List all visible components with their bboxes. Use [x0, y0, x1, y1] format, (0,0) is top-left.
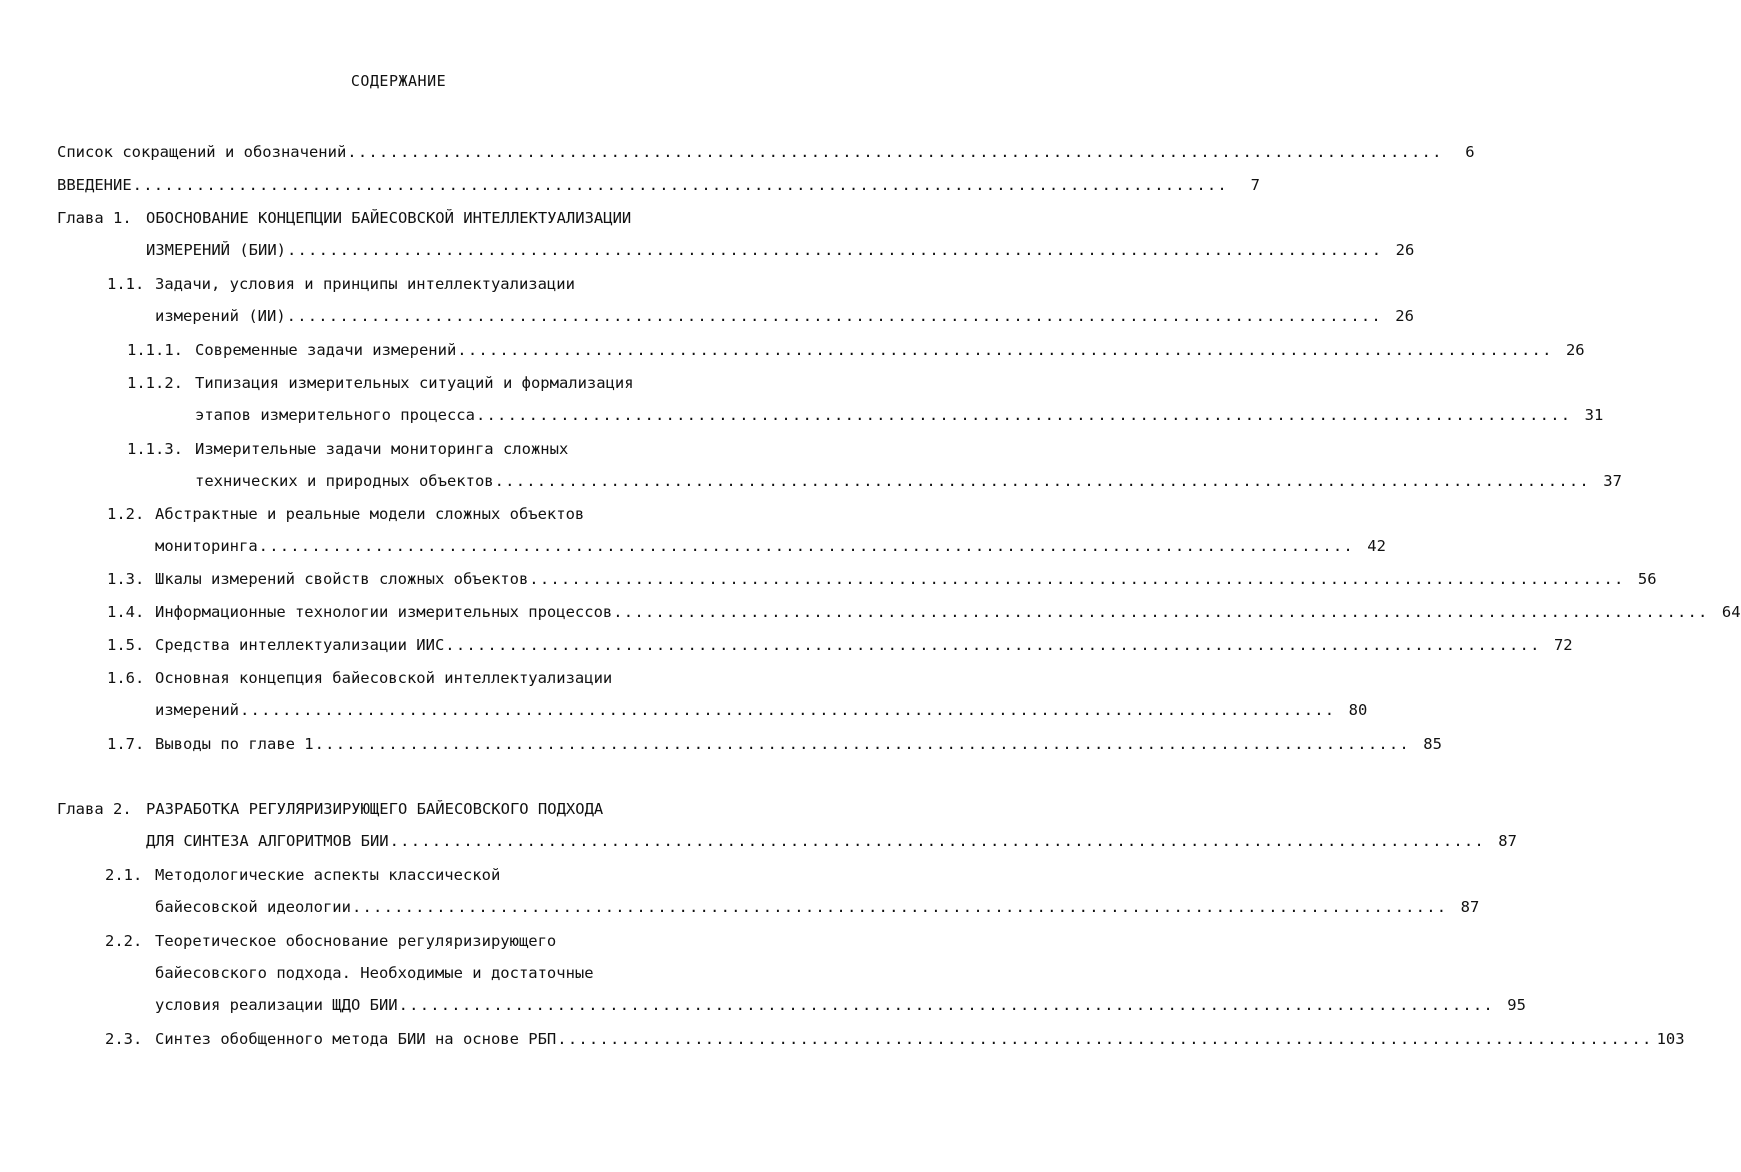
leader-dots: ........................................................................................................	[132, 176, 1228, 194]
toc-page-number: 103	[1656, 1030, 1685, 1048]
toc-section-1-1[interactable]	[107, 270, 704, 294]
toc-section-1-3[interactable]	[107, 565, 1657, 589]
section-title: Синтез обобщенного метода БИИ на основе РБП	[155, 1030, 557, 1048]
chapter-number: Глава 2.	[57, 800, 132, 818]
toc-page-number: 37	[1603, 472, 1622, 490]
toc-page-number: 7	[1250, 176, 1260, 194]
toc-page-number: 87	[1498, 832, 1517, 850]
section-number: 1.3.	[107, 570, 145, 588]
section-title: Выводы по главе 1	[155, 735, 314, 753]
section-title-line2: технических и природных объектов	[195, 472, 494, 490]
leader-dots: ........................................................................................................	[258, 537, 1354, 555]
toc-page-number: 85	[1423, 735, 1442, 753]
section-number: 1.6.	[107, 669, 145, 687]
toc-section-1-5[interactable]	[107, 631, 1573, 655]
toc-section-2-1-cont[interactable]	[155, 893, 1480, 917]
toc-page-number: 31	[1584, 406, 1604, 424]
toc-section-1-1-2[interactable]	[127, 369, 704, 393]
section-number: 2.1.	[105, 866, 143, 884]
toc-section-1-7[interactable]	[107, 730, 1442, 754]
leader-dots: ........................................................................................................	[389, 832, 1485, 850]
section-title-line2: измерений (ИИ)	[155, 307, 286, 325]
toc-page-number: 72	[1553, 636, 1573, 654]
toc-section-1-6-cont[interactable]	[155, 696, 1368, 720]
leader-dots: ........................................................................................................	[286, 241, 1383, 259]
toc-page-number: 26	[1395, 241, 1415, 259]
page-title: СОДЕРЖАНИЕ	[350, 72, 447, 90]
leader-dots: ........................................................................................................	[347, 143, 1443, 161]
section-number: 1.7.	[107, 735, 145, 753]
section-number: 2.3.	[105, 1030, 143, 1048]
chapter-title-line1: ОБОСНОВАНИЕ КОНЦЕПЦИИ БАЙЕСОВСКОЙ ИНТЕЛЛЕКТУАЛИЗАЦИИ	[146, 209, 632, 227]
leader-dots: ........................................................................................................	[240, 701, 1336, 719]
chapter-title-line1: РАЗРАБОТКА РЕГУЛЯРИЗИРУЮЩЕГО БАЙЕСОВСКОГО ПОДХОДА	[146, 800, 604, 818]
section-title-line2: байесовской идеологии	[155, 898, 351, 916]
toc-section-1-4[interactable]	[107, 598, 1741, 622]
toc-entry-intro[interactable]	[57, 171, 1260, 195]
section-title-line1: Методологические аспекты классической	[155, 866, 501, 884]
leader-dots: ........................................................................................................	[529, 570, 1625, 588]
toc-page-number: 26	[1395, 307, 1414, 325]
leader-dots: ........................................................................................................	[398, 996, 1494, 1014]
section-title-line1: Абстрактные и реальные модели сложных объектов	[155, 505, 585, 523]
toc-section-2-1[interactable]	[105, 861, 704, 885]
toc-section-2-2[interactable]	[105, 927, 704, 951]
toc-entry-text: ВВЕДЕНИЕ	[57, 176, 132, 194]
section-number: 1.1.3.	[127, 440, 183, 458]
section-title: Информационные технологии измерительных процессов	[155, 603, 613, 621]
toc-section-1-6[interactable]	[107, 664, 704, 688]
section-title-line1: Теоретическое обоснование регуляризирующего	[155, 932, 557, 950]
section-title: Шкалы измерений свойств сложных объектов	[155, 570, 529, 588]
toc-section-2-2-cont2[interactable]	[155, 991, 1526, 1015]
toc-chapter-1-cont[interactable]	[146, 236, 1415, 260]
toc-page-number: 80	[1348, 701, 1368, 719]
section-title-line1: Измерительные задачи мониторинга сложных	[195, 440, 569, 458]
section-title: Современные задачи измерений	[195, 341, 457, 359]
toc-entry-text: Список сокращений и обозначений	[57, 143, 347, 161]
toc-page-number: 56	[1637, 570, 1657, 588]
toc-section-1-2-cont[interactable]	[155, 532, 1386, 556]
toc-page-number: 64	[1721, 603, 1741, 621]
leader-dots: ........................................................................................................	[314, 735, 1410, 753]
leader-dots: ........................................................................................................	[613, 603, 1709, 621]
section-number: 1.5.	[107, 636, 145, 654]
section-title-line2: этапов измерительного процесса	[195, 406, 475, 424]
toc-section-2-2-cont1[interactable]	[155, 959, 704, 983]
section-title-line1: Типизация измерительных ситуаций и формализация	[195, 374, 634, 392]
chapter-title-line2: ИЗМЕРЕНИЙ (БИИ)	[146, 241, 286, 259]
leader-dots: ........................................................................................................	[445, 636, 1541, 654]
toc-chapter-1-heading[interactable]	[57, 204, 704, 228]
toc-page-number: 6	[1465, 143, 1475, 161]
section-number: 1.2.	[107, 505, 145, 523]
section-title-line2: измерений	[155, 701, 239, 719]
leader-dots: ........................................................................................................	[351, 898, 1448, 916]
toc-entry-abbrev[interactable]	[57, 138, 1475, 162]
section-number: 1.1.2.	[127, 374, 183, 392]
leader-dots: ........................................................................................................	[557, 1030, 1653, 1048]
chapter-title-line2: ДЛЯ СИНТЕЗА АЛГОРИТМОВ БИИ	[146, 832, 389, 850]
section-title-line1: Задачи, условия и принципы интеллектуализации	[155, 275, 575, 293]
toc-page-number: 26	[1565, 341, 1585, 359]
toc-page-number: 42	[1367, 537, 1386, 555]
section-number: 2.2.	[105, 932, 143, 950]
leader-dots: ........................................................................................................	[457, 341, 1553, 359]
section-title-line1: Основная концепция байесовской интеллектуализации	[155, 669, 613, 687]
toc-section-1-1-3[interactable]	[127, 435, 704, 459]
toc-section-1-1-cont[interactable]	[155, 302, 1414, 326]
section-title: Средства интеллектуализации ИИС	[155, 636, 445, 654]
toc-section-1-1-1[interactable]	[127, 336, 1585, 360]
section-title-line2: байесовского подхода. Необходимые и достаточные	[155, 964, 594, 982]
leader-dots: ........................................................................................................	[494, 472, 1590, 490]
toc-page-number: 95	[1507, 996, 1526, 1014]
section-title-line2: мониторинга	[155, 537, 258, 555]
toc-chapter-2-heading[interactable]	[57, 795, 704, 819]
section-number: 1.1.1.	[127, 341, 183, 359]
toc-section-1-1-3-cont[interactable]	[195, 467, 1622, 491]
toc-section-2-3[interactable]	[105, 1025, 1685, 1049]
section-title-line3: условия реализации ЩДО БИИ	[155, 996, 398, 1014]
chapter-number: Глава 1.	[57, 209, 132, 227]
section-number: 1.4.	[107, 603, 145, 621]
leader-dots: ........................................................................................................	[286, 307, 1382, 325]
toc-section-1-1-2-cont[interactable]	[195, 401, 1604, 425]
toc-page-number: 87	[1460, 898, 1480, 916]
toc-section-1-2[interactable]	[107, 500, 704, 524]
toc-chapter-2-cont[interactable]	[146, 827, 1517, 851]
section-number: 1.1.	[107, 275, 145, 293]
leader-dots: ........................................................................................................	[475, 406, 1572, 424]
